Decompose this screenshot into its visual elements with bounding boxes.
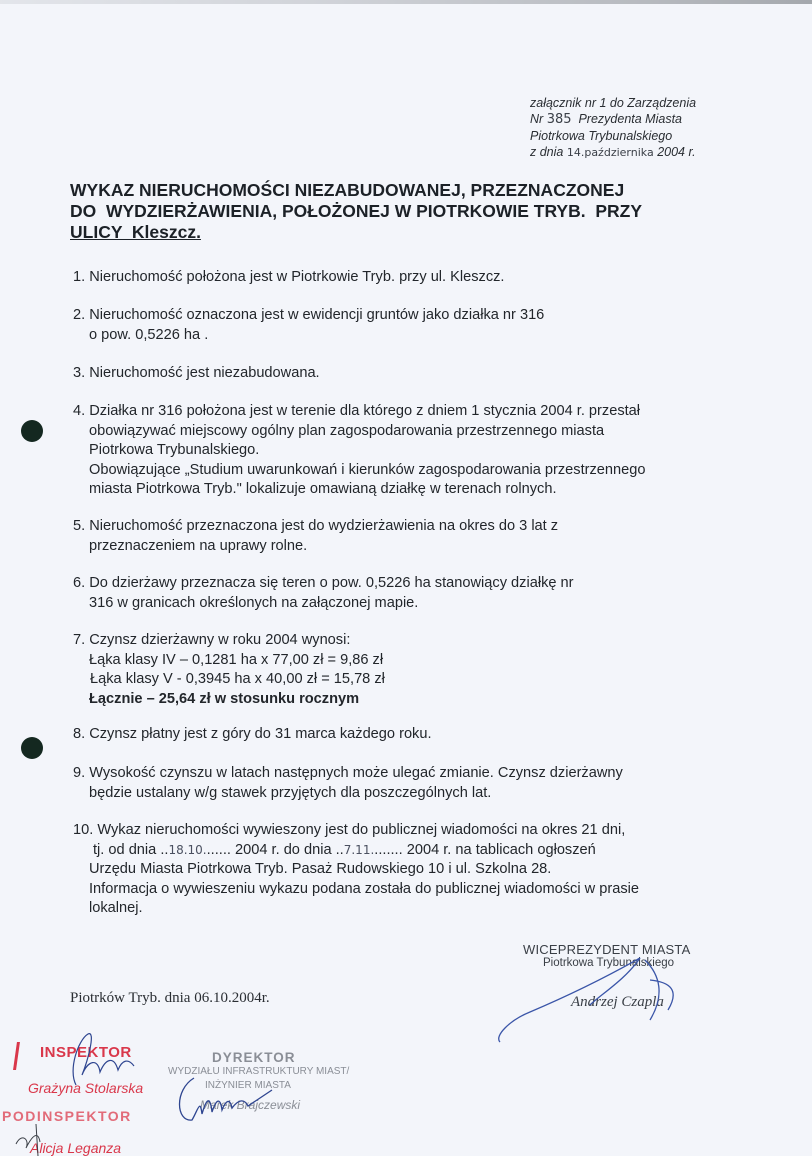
item-text: 4. Działka nr 316 położona jest w terenie dla którego z dniem 1 stycznia 2004 r. przestał [73,403,641,419]
list-item-10 [73,821,773,919]
item-text: 9. Wysokość czynszu w latach następnych może ulegać zmianie. Czynsz dzierżawny [73,765,623,781]
inspektor-stamp: INSPEKTOR [40,1044,132,1061]
list-item-1 [73,268,773,288]
list-item-4 [73,402,773,500]
item-text: 7. Czynsz dzierżawny w roku 2004 wynosi: [73,632,351,648]
list-item-2 [73,306,773,345]
item-text: Piotrkowa Trybunalskiego. [89,442,260,459]
item-text: obowiązywać miejscowy ogólny plan zagospodarowania przestrzennego miasta [89,422,605,439]
title-line-1: WYKAZ NIERUCHOMOŚCI NIEZABUDOWANEJ, PRZEZNACZONEJ [70,180,625,200]
list-item-9 [73,764,773,803]
inspektor-signature [48,1030,138,1090]
annex-line-2: Nr 385 Prezydenta Miasta [530,112,682,127]
item-text: 10. Wykaz nieruchomości wywieszony jest do publicznej wiadomości na okres 21 dni, [73,822,626,838]
scan-edge [0,0,812,4]
rent-total: Łącznie – 25,64 zł w stosunku rocznym [89,690,360,707]
title-line-2: DO WYDZIERŻAWIENIA, POŁOŻONEJ W PIOTRKOWIE TRYB. PRZY [70,201,642,221]
annex-reference [530,95,696,161]
item-text: 1. Nieruchomość położona jest w Piotrkowie Tryb. przy ul. Kleszcz. [73,269,505,285]
list-item-8 [73,725,773,745]
list-item-7 [73,631,773,709]
vice-president-name: Andrzej Czapla [571,994,664,1010]
item-text: 316 w granicach określonych na załączonej mapie. [89,594,419,611]
list-item-6 [73,574,773,613]
list-item-3 [73,364,773,384]
posting-period: tj. od dnia ..18.10....... 2004 r. do dnia ..7.11........ 2004 r. na tablicach ogłoszeń [93,841,596,858]
item-text: 5. Nieruchomość przeznaczona jest do wydzierżawienia na okres do 3 lat z [73,518,559,534]
list-item-5 [73,517,773,556]
place-and-date: Piotrków Tryb. dnia 06.10.2004r. [70,990,270,1006]
dyrektor-signature [172,1070,282,1130]
punch-hole [21,420,43,442]
inspektor-name: Grażyna Stolarska [28,1080,144,1096]
dyrektor-department: WYDZIAŁU INFRASTRUKTURY MIAST/ [168,1066,350,1077]
item-text: Obowiązujące „Studium uwarunkowań i kierunków zagospodarowania przestrzennego [89,461,646,478]
podinspektor-signature [12,1122,52,1156]
dyrektor-name: Marek Brajczewski [200,1098,301,1112]
item-text: miasta Piotrkowa Tryb." lokalizuje omawianą działkę w terenach rolnych. [89,481,557,498]
vice-president-subtitle: Piotrkowa Trybunalskiego [543,957,675,969]
handwritten-decree-date: 14.października [566,146,654,159]
annex-line-3: Piotrkowa Trybunalskiego [530,129,673,143]
item-text: Informacja o wywieszeniu wykazu podana została do publicznej wiadomości w prasie [89,880,639,897]
dyrektor-role: INŻYNIER MIASTA [205,1080,291,1091]
rent-line-class-iv: Łąka klasy IV – 0,1281 ha x 77,00 zł = 9,86 zł [89,651,384,668]
item-text: Urzędu Miasta Piotrkowa Tryb. Pasaż Rudowskiego 10 i ul. Szkolna 28. [89,861,552,878]
item-text: lokalnej. [89,900,143,917]
item-text: 3. Nieruchomość jest niezabudowana. [73,365,320,381]
punch-hole [21,737,43,759]
podinspektor-stamp: PODINSPEKTOR [2,1108,132,1124]
podinspektor-name: Alicja Leganza [30,1140,122,1156]
handwritten-to-date: 7.11. [343,842,375,857]
title-line-3: ULICY Kleszcz. [70,222,201,242]
item-text: 6. Do dzierżawy przeznacza się teren o pow. 0,5226 ha stanowiący działkę nr [73,575,574,591]
handwritten-decree-number: 385 [546,112,572,127]
item-text: 8. Czynsz płatny jest z góry do 31 marca każdego roku. [73,726,432,742]
stamp-mark [13,1042,20,1070]
annex-line-1: załącznik nr 1 do Zarządzenia [530,96,697,110]
vice-president-signature [490,950,710,1050]
item-text: o pow. 0,5226 ha . [89,326,209,343]
document-title [70,180,760,243]
rent-line-class-v: Łąka klasy V - 0,3945 ha x 40,00 zł = 15,78 zł [90,671,385,688]
handwritten-from-date: 18.10. [168,842,207,857]
item-text: będzie ustalany w/g stawek przyjętych dla poszczególnych lat. [89,784,492,801]
dyrektor-stamp: DYREKTOR [212,1050,296,1065]
item-text: 2. Nieruchomość oznaczona jest w ewidencji gruntów jako działka nr 316 [73,307,545,323]
item-text: przeznaczeniem na uprawy rolne. [89,537,308,554]
vice-president-title: WICEPREZYDENT MIASTA [523,942,691,957]
annex-line-4: z dnia 14.października 2004 r. [530,145,696,159]
